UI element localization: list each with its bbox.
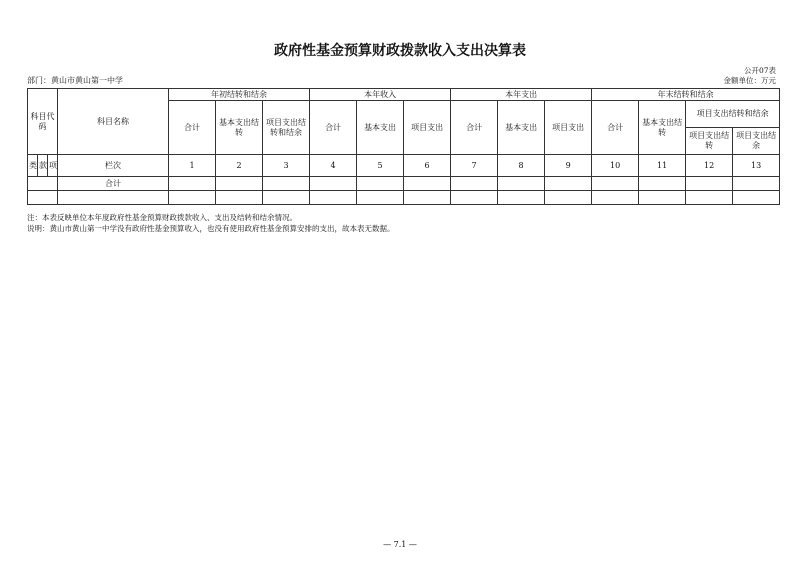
group-expense-header: 本年支出 [451,89,592,101]
expense-total-header: 合计 [451,101,498,155]
data-cell [498,191,545,205]
row-number-label: 栏次 [58,155,169,177]
data-cell [404,177,451,191]
explanation-text: 说明：黄山市黄山第一中学没有政府性基金预算收入，也没有使用政府性基金预算安排的支出，故本表无数据。 [27,224,395,233]
data-cell [498,177,545,191]
page-title: 政府性基金预算财政拨款收入支出决算表 [274,43,526,59]
data-cell [310,191,357,205]
unit-label: 金额单位：万元 [723,76,776,85]
col-number: 12 [686,155,733,177]
col-number: 2 [216,155,263,177]
data-cell [639,177,686,191]
data-cell [733,177,780,191]
data-cell [686,191,733,205]
group-income-header: 本年收入 [310,89,451,101]
col-number: 6 [404,155,451,177]
total-code-cell [28,177,58,191]
end-project-balance-header: 项目支出结余 [733,128,780,155]
data-cell [451,177,498,191]
empty-code-cell [28,191,58,205]
data-cell [451,191,498,205]
code-header: 科目代码 [28,89,58,155]
total-row-label: 合计 [58,177,169,191]
data-cell [310,177,357,191]
total-row [28,177,780,191]
col-number: 13 [733,155,780,177]
class-label: 类 [28,155,38,177]
income-total-header: 合计 [310,101,357,155]
begin-basic-carry-header: 基本支出结转 [216,101,263,155]
data-cell [357,191,404,205]
col-number: 4 [310,155,357,177]
data-cell [169,191,216,205]
end-project-header: 项目支出结转和结余 [686,101,780,128]
page-number: — 7.1 — [383,540,417,549]
end-basic-carry-header: 基本支出结转 [639,101,686,155]
data-cell [686,177,733,191]
form-meta [724,66,777,86]
department-label: 部门：黄山市黄山第一中学 [27,76,123,85]
data-cell [545,177,592,191]
col-number: 1 [169,155,216,177]
col-number: 5 [357,155,404,177]
data-cell [263,191,310,205]
col-number: 10 [592,155,639,177]
empty-row [28,191,780,205]
data-cell [639,191,686,205]
group-end-header: 年末结转和结余 [592,89,780,101]
name-header: 科目名称 [58,89,169,155]
fund-table [27,88,780,205]
income-basic-header: 基本支出 [357,101,404,155]
expense-basic-header: 基本支出 [498,101,545,155]
data-cell [357,177,404,191]
group-begin-header: 年初结转和结余 [169,89,310,101]
begin-project-header: 项目支出结转和结余 [263,101,310,155]
end-project-carry-header: 项目支出结转 [686,128,733,155]
data-cell [733,191,780,205]
column-number-row [28,155,780,177]
data-cell [169,177,216,191]
note-text: 注：本表反映单位本年度政府性基金预算财政拨款收入、支出及结转和结余情况。 [27,213,297,222]
income-project-header: 项目支出 [404,101,451,155]
section-label: 款 [38,155,48,177]
col-number: 7 [451,155,498,177]
item-label: 项 [48,155,58,177]
data-cell [216,177,263,191]
data-cell [545,191,592,205]
data-cell [592,177,639,191]
data-cell [216,191,263,205]
col-number: 3 [263,155,310,177]
col-number: 11 [639,155,686,177]
empty-name-cell [58,191,169,205]
end-total-header: 合计 [592,101,639,155]
col-number: 9 [545,155,592,177]
form-code: 公开07表 [743,66,776,75]
col-number: 8 [498,155,545,177]
header-row-1 [28,89,780,101]
data-cell [404,191,451,205]
data-cell [592,191,639,205]
notes [27,212,395,234]
data-cell [263,177,310,191]
begin-total-header: 合计 [169,101,216,155]
expense-project-header: 项目支出 [545,101,592,155]
